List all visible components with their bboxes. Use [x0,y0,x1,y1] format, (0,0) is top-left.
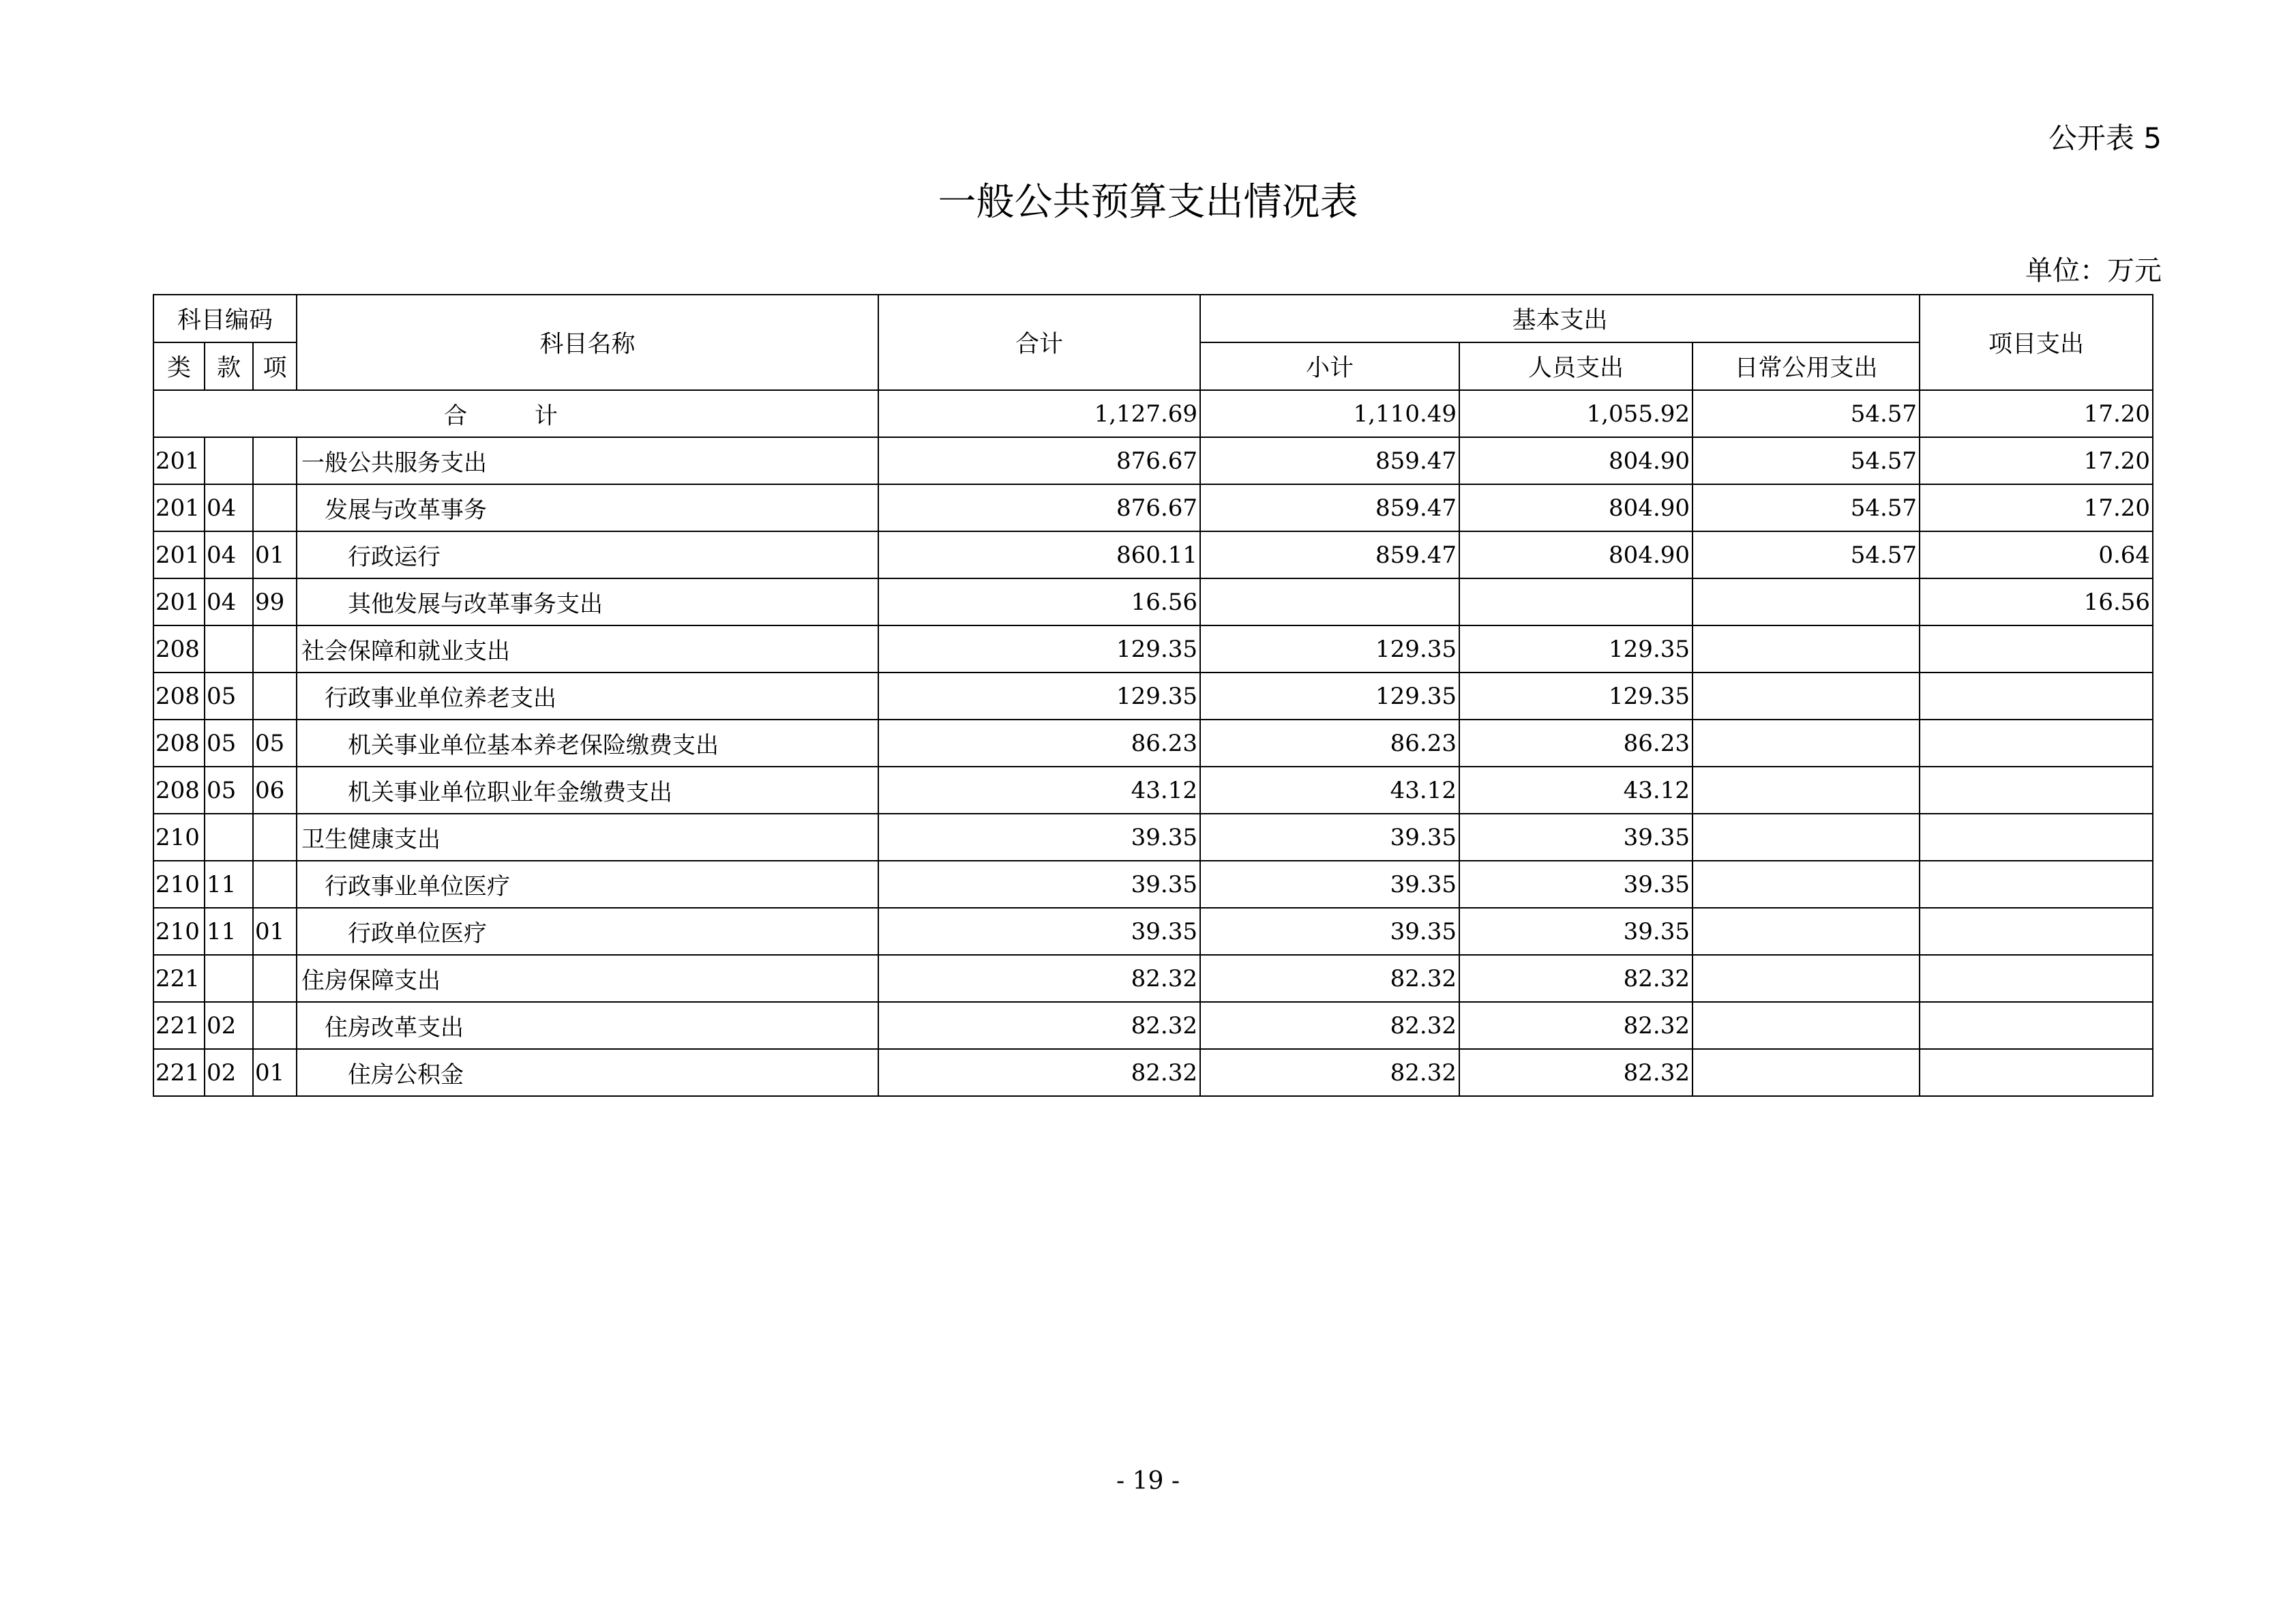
item-name-cell: 其他发展与改革事务支出 [297,578,878,625]
header-code-group: 科目编码 [153,295,297,342]
header-name: 科目名称 [297,295,878,390]
kuan-cell: 02 [205,1049,253,1096]
total-cell: 876.67 [878,484,1200,531]
item-name-cell: 发展与改革事务 [297,484,878,531]
subtotal-cell: 39.35 [1200,908,1459,955]
personnel-cell: 804.90 [1459,437,1693,484]
project-cell [1920,673,2153,720]
header-kuan: 款 [205,342,253,390]
total-cell: 82.32 [878,1002,1200,1049]
kuan-cell: 02 [205,1002,253,1049]
personnel-cell: 82.32 [1459,955,1693,1002]
project-cell [1920,955,2153,1002]
lei-cell: 208 [153,720,205,767]
subtotal-cell: 82.32 [1200,955,1459,1002]
lei-cell: 221 [153,1049,205,1096]
project-cell: 17.20 [1920,437,2153,484]
table-number-tag: 公开表 5 [2048,121,2162,155]
header-basic: 基本支出 [1200,295,1920,342]
xiang-cell [253,437,297,484]
personnel-cell: 129.35 [1459,625,1693,673]
subtotal-cell: 859.47 [1200,484,1459,531]
header-row-1 [153,295,2153,342]
subtotal-cell: 39.35 [1200,814,1459,861]
project-cell: 0.64 [1920,531,2153,578]
item-name-cell: 行政事业单位医疗 [297,861,878,908]
unit-label: 单位：万元 [2025,255,2162,286]
subtotal-cell: 39.35 [1200,861,1459,908]
personnel-cell: 804.90 [1459,531,1693,578]
subtotal-cell: 43.12 [1200,767,1459,814]
table-row [153,767,2153,814]
total-cell: 876.67 [878,437,1200,484]
total-cell: 82.32 [878,1049,1200,1096]
personnel-cell: 82.32 [1459,1049,1693,1096]
header-project: 项目支出 [1920,295,2153,390]
subtotal-cell: 86.23 [1200,720,1459,767]
personnel-cell: 39.35 [1459,908,1693,955]
subtotal-cell: 859.47 [1200,437,1459,484]
xiang-cell: 01 [253,531,297,578]
project-cell [1920,1049,2153,1096]
lei-cell: 201 [153,578,205,625]
lei-cell: 208 [153,767,205,814]
subtotal-cell: 129.35 [1200,625,1459,673]
expenditure-table [153,294,2153,1097]
table-row [153,531,2153,578]
project-cell [1920,767,2153,814]
daily-cell [1693,767,1920,814]
personnel-cell: 804.90 [1459,484,1693,531]
table-row [153,814,2153,861]
kuan-cell: 04 [205,531,253,578]
xiang-cell: 99 [253,578,297,625]
header-lei: 类 [153,342,205,390]
daily-cell [1693,1049,1920,1096]
kuan-cell: 11 [205,908,253,955]
kuan-cell [205,437,253,484]
xiang-cell [253,673,297,720]
lei-cell: 208 [153,673,205,720]
kuan-cell: 04 [205,484,253,531]
item-name-cell: 行政单位医疗 [297,908,878,955]
total-cell: 39.35 [878,814,1200,861]
daily-cell [1693,861,1920,908]
project-cell [1920,861,2153,908]
item-name-cell: 机关事业单位基本养老保险缴费支出 [297,720,878,767]
total-cell: 39.35 [878,908,1200,955]
subtotal-cell: 129.35 [1200,673,1459,720]
daily-cell [1693,673,1920,720]
item-name-cell: 一般公共服务支出 [297,437,878,484]
table-row [153,955,2153,1002]
daily-cell [1693,814,1920,861]
item-name-cell: 社会保障和就业支出 [297,625,878,673]
item-name-cell: 卫生健康支出 [297,814,878,861]
total-cell: 86.23 [878,720,1200,767]
table-row [153,861,2153,908]
xiang-cell: 01 [253,1049,297,1096]
table-row [153,1049,2153,1096]
lei-cell: 221 [153,1002,205,1049]
item-name-cell: 机关事业单位职业年金缴费支出 [297,767,878,814]
personnel-cell: 82.32 [1459,1002,1693,1049]
table-row [153,625,2153,673]
table-row [153,578,2153,625]
daily-cell: 54.57 [1693,390,1920,437]
xiang-cell: 01 [253,908,297,955]
kuan-cell [205,814,253,861]
item-name-cell: 住房保障支出 [297,955,878,1002]
subtotal-cell: 1,110.49 [1200,390,1459,437]
project-cell: 16.56 [1920,578,2153,625]
project-cell [1920,720,2153,767]
project-cell [1920,1002,2153,1049]
lei-cell: 210 [153,908,205,955]
daily-cell [1693,955,1920,1002]
subtotal-cell [1200,578,1459,625]
daily-cell [1693,625,1920,673]
xiang-cell [253,861,297,908]
total-cell: 129.35 [878,673,1200,720]
lei-cell: 210 [153,814,205,861]
subtotal-cell: 82.32 [1200,1049,1459,1096]
table-row [153,1002,2153,1049]
total-cell: 16.56 [878,578,1200,625]
xiang-cell [253,484,297,531]
subtotal-cell: 82.32 [1200,1002,1459,1049]
kuan-cell: 05 [205,673,253,720]
project-cell: 17.20 [1920,390,2153,437]
lei-cell: 201 [153,437,205,484]
personnel-cell [1459,578,1693,625]
header-xiang: 项 [253,342,297,390]
lei-cell: 201 [153,531,205,578]
personnel-cell: 1,055.92 [1459,390,1693,437]
daily-cell: 54.57 [1693,484,1920,531]
daily-cell: 54.57 [1693,531,1920,578]
page-title: 一般公共预算支出情况表 [938,180,1358,224]
header-personnel: 人员支出 [1459,342,1693,390]
lei-cell: 221 [153,955,205,1002]
item-name-cell: 行政运行 [297,531,878,578]
xiang-cell [253,1002,297,1049]
lei-cell: 210 [153,861,205,908]
project-cell [1920,625,2153,673]
total-cell: 43.12 [878,767,1200,814]
xiang-cell [253,625,297,673]
daily-cell: 54.57 [1693,437,1920,484]
total-cell: 1,127.69 [878,390,1200,437]
personnel-cell: 86.23 [1459,720,1693,767]
header-daily: 日常公用支出 [1693,342,1920,390]
table-row [153,908,2153,955]
table-row [153,437,2153,484]
personnel-cell: 43.12 [1459,767,1693,814]
personnel-cell: 129.35 [1459,673,1693,720]
daily-cell [1693,578,1920,625]
total-cell: 129.35 [878,625,1200,673]
table-row [153,673,2153,720]
header-subtotal: 小计 [1200,342,1459,390]
project-cell: 17.20 [1920,484,2153,531]
item-name-cell: 住房改革支出 [297,1002,878,1049]
kuan-cell: 11 [205,861,253,908]
subtotal-cell: 859.47 [1200,531,1459,578]
lei-cell: 208 [153,625,205,673]
xiang-cell: 05 [253,720,297,767]
item-name-cell: 行政事业单位养老支出 [297,673,878,720]
total-row [153,390,2153,437]
kuan-cell [205,625,253,673]
personnel-cell: 39.35 [1459,861,1693,908]
total-cell: 39.35 [878,861,1200,908]
table-row [153,720,2153,767]
daily-cell [1693,1002,1920,1049]
xiang-cell [253,814,297,861]
item-name-cell: 住房公积金 [297,1049,878,1096]
table-row [153,484,2153,531]
total-label: 合 计 [153,390,878,437]
kuan-cell: 04 [205,578,253,625]
total-cell: 860.11 [878,531,1200,578]
project-cell [1920,814,2153,861]
kuan-cell [205,955,253,1002]
xiang-cell: 06 [253,767,297,814]
daily-cell [1693,908,1920,955]
kuan-cell: 05 [205,720,253,767]
lei-cell: 201 [153,484,205,531]
kuan-cell: 05 [205,767,253,814]
daily-cell [1693,720,1920,767]
personnel-cell: 39.35 [1459,814,1693,861]
header-total: 合计 [878,295,1200,390]
page-number: - 19 - [1116,1467,1180,1495]
project-cell [1920,908,2153,955]
xiang-cell [253,955,297,1002]
total-cell: 82.32 [878,955,1200,1002]
